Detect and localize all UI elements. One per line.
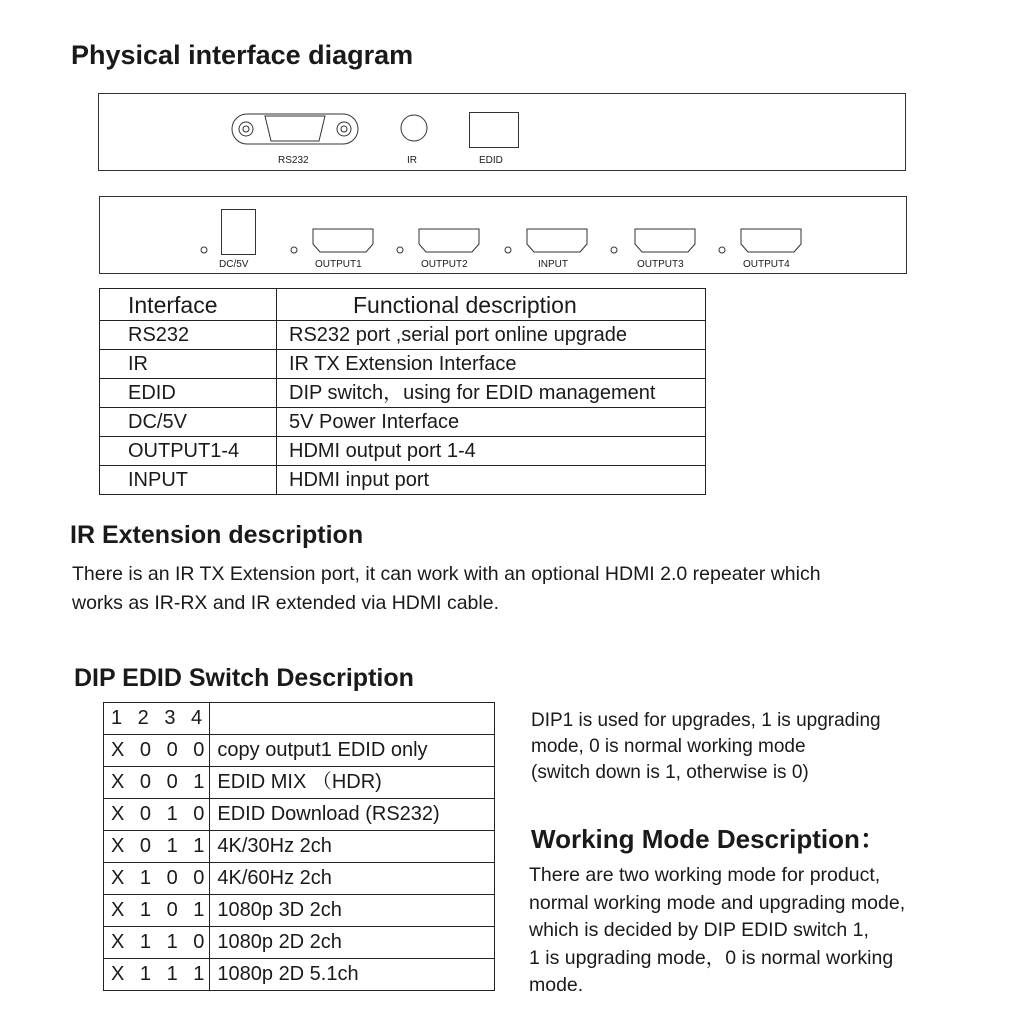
ir-section-heading: IR Extension description bbox=[70, 521, 364, 549]
led-indicator-icon bbox=[611, 247, 617, 253]
description-cell: 5V Power Interface bbox=[277, 408, 706, 437]
table-row bbox=[100, 408, 706, 437]
interface-cell: OUTPUT1-4 bbox=[100, 437, 277, 466]
description-cell: HDMI input port bbox=[277, 466, 706, 495]
interface-cell: IR bbox=[100, 350, 277, 379]
edid-label: EDID bbox=[479, 155, 503, 166]
ir-description-line: There is an IR TX Extension port, it can work with an optional HDMI 2.0 repeater which bbox=[72, 563, 821, 585]
dip1-note bbox=[531, 708, 881, 786]
switch-code-cell: X 1 0 0 bbox=[104, 863, 210, 895]
switch-code-cell: X 1 1 1 bbox=[104, 959, 210, 991]
setting-cell: 4K/30Hz 2ch bbox=[210, 831, 495, 863]
hdmi-port-icon bbox=[313, 229, 373, 252]
interface-cell: DC/5V bbox=[100, 408, 277, 437]
table-row bbox=[104, 767, 495, 799]
table-header-cell: Interface bbox=[100, 289, 277, 321]
switch-code-cell: X 1 0 1 bbox=[104, 895, 210, 927]
ir-label: IR bbox=[407, 155, 417, 166]
table-row bbox=[100, 466, 706, 495]
led-indicator-icon bbox=[397, 247, 403, 253]
setting-cell: 1080p 3D 2ch bbox=[210, 895, 495, 927]
table-row bbox=[104, 895, 495, 927]
setting-cell: 1080p 2D 2ch bbox=[210, 927, 495, 959]
working-mode-line: mode. bbox=[529, 974, 584, 996]
dip-section-heading: DIP EDID Switch Description bbox=[74, 664, 414, 692]
edid-dip-switch-icon bbox=[470, 113, 519, 148]
setting-cell: EDID Download (RS232) bbox=[210, 799, 495, 831]
setting-cell: 1080p 2D 5.1ch bbox=[210, 959, 495, 991]
table-header-cell: Functional description bbox=[277, 289, 706, 321]
interface-cell: RS232 bbox=[100, 321, 277, 350]
table-row bbox=[104, 863, 495, 895]
output3-label: OUTPUT3 bbox=[637, 259, 684, 270]
input-label: INPUT bbox=[538, 259, 568, 270]
working-mode-line: There are two working mode for product, bbox=[529, 864, 881, 886]
working-mode-line: normal working mode and upgrading mode, bbox=[529, 891, 906, 914]
switch-code-header: 1 2 3 4 bbox=[104, 703, 210, 735]
description-cell: IR TX Extension Interface bbox=[277, 350, 706, 379]
setting-header bbox=[210, 703, 495, 735]
switch-code-cell: X 0 0 1 bbox=[104, 767, 210, 799]
dc-label: DC/5V bbox=[219, 259, 249, 270]
hdmi-port-icon bbox=[635, 229, 695, 252]
hdmi-port-icon bbox=[527, 229, 587, 252]
page-title: Physical interface diagram bbox=[71, 40, 414, 70]
switch-code-cell: X 0 0 0 bbox=[104, 735, 210, 767]
dip1-note-line: mode, 0 is normal working mode bbox=[531, 736, 806, 757]
table-row bbox=[104, 799, 495, 831]
table-row bbox=[100, 437, 706, 466]
hdmi-port-icon bbox=[741, 229, 801, 252]
setting-cell: copy output1 EDID only bbox=[210, 735, 495, 767]
dip1-note-line: (switch down is 1, otherwise is 0) bbox=[531, 762, 809, 783]
hdmi-port-icon bbox=[419, 229, 479, 252]
table-row bbox=[100, 379, 706, 408]
setting-cell: EDID MIX （HDR) bbox=[210, 767, 495, 799]
table-row bbox=[104, 831, 495, 863]
led-indicator-icon bbox=[291, 247, 297, 253]
output4-label: OUTPUT4 bbox=[743, 259, 790, 270]
switch-code-cell: X 0 1 0 bbox=[104, 799, 210, 831]
description-cell: HDMI output port 1-4 bbox=[277, 437, 706, 466]
device-panel-diagram bbox=[0, 0, 1024, 290]
switch-code-cell: X 1 1 0 bbox=[104, 927, 210, 959]
dip-switch-table bbox=[103, 702, 495, 991]
rs232-connector-icon bbox=[232, 114, 358, 144]
interface-cell: EDID bbox=[100, 379, 277, 408]
setting-cell: 4K/60Hz 2ch bbox=[210, 863, 495, 895]
description-cell: DIP switch，using for EDID management bbox=[277, 379, 706, 408]
dip1-note-line: DIP1 is used for upgrades, 1 is upgrading bbox=[531, 710, 881, 731]
table-row bbox=[104, 735, 495, 767]
interface-table bbox=[99, 288, 706, 495]
led-indicator-icon bbox=[719, 247, 725, 253]
interface-cell: INPUT bbox=[100, 466, 277, 495]
working-mode-line: which is decided by DIP EDID switch 1, bbox=[529, 919, 869, 941]
ir-port-icon bbox=[401, 115, 427, 141]
output2-label: OUTPUT2 bbox=[421, 259, 468, 270]
working-mode-description bbox=[529, 862, 905, 1000]
led-indicator-icon bbox=[505, 247, 511, 253]
table-header-row bbox=[100, 289, 706, 321]
switch-code-cell: X 0 1 1 bbox=[104, 831, 210, 863]
rs232-label: RS232 bbox=[278, 155, 309, 166]
table-row bbox=[100, 321, 706, 350]
table-row bbox=[104, 959, 495, 991]
led-indicator-icon bbox=[201, 247, 207, 253]
ir-description-line: works as IR-RX and IR extended via HDMI cable. bbox=[72, 592, 500, 614]
table-row bbox=[104, 927, 495, 959]
description-cell: RS232 port ,serial port online upgrade bbox=[277, 321, 706, 350]
output1-label: OUTPUT1 bbox=[315, 259, 362, 270]
table-header-row bbox=[104, 703, 495, 735]
working-mode-heading: Working Mode Description： bbox=[531, 824, 886, 854]
dc-power-jack-icon bbox=[222, 210, 256, 255]
table-row bbox=[100, 350, 706, 379]
working-mode-line: 1 is upgrading mode，0 is normal working bbox=[529, 946, 894, 969]
